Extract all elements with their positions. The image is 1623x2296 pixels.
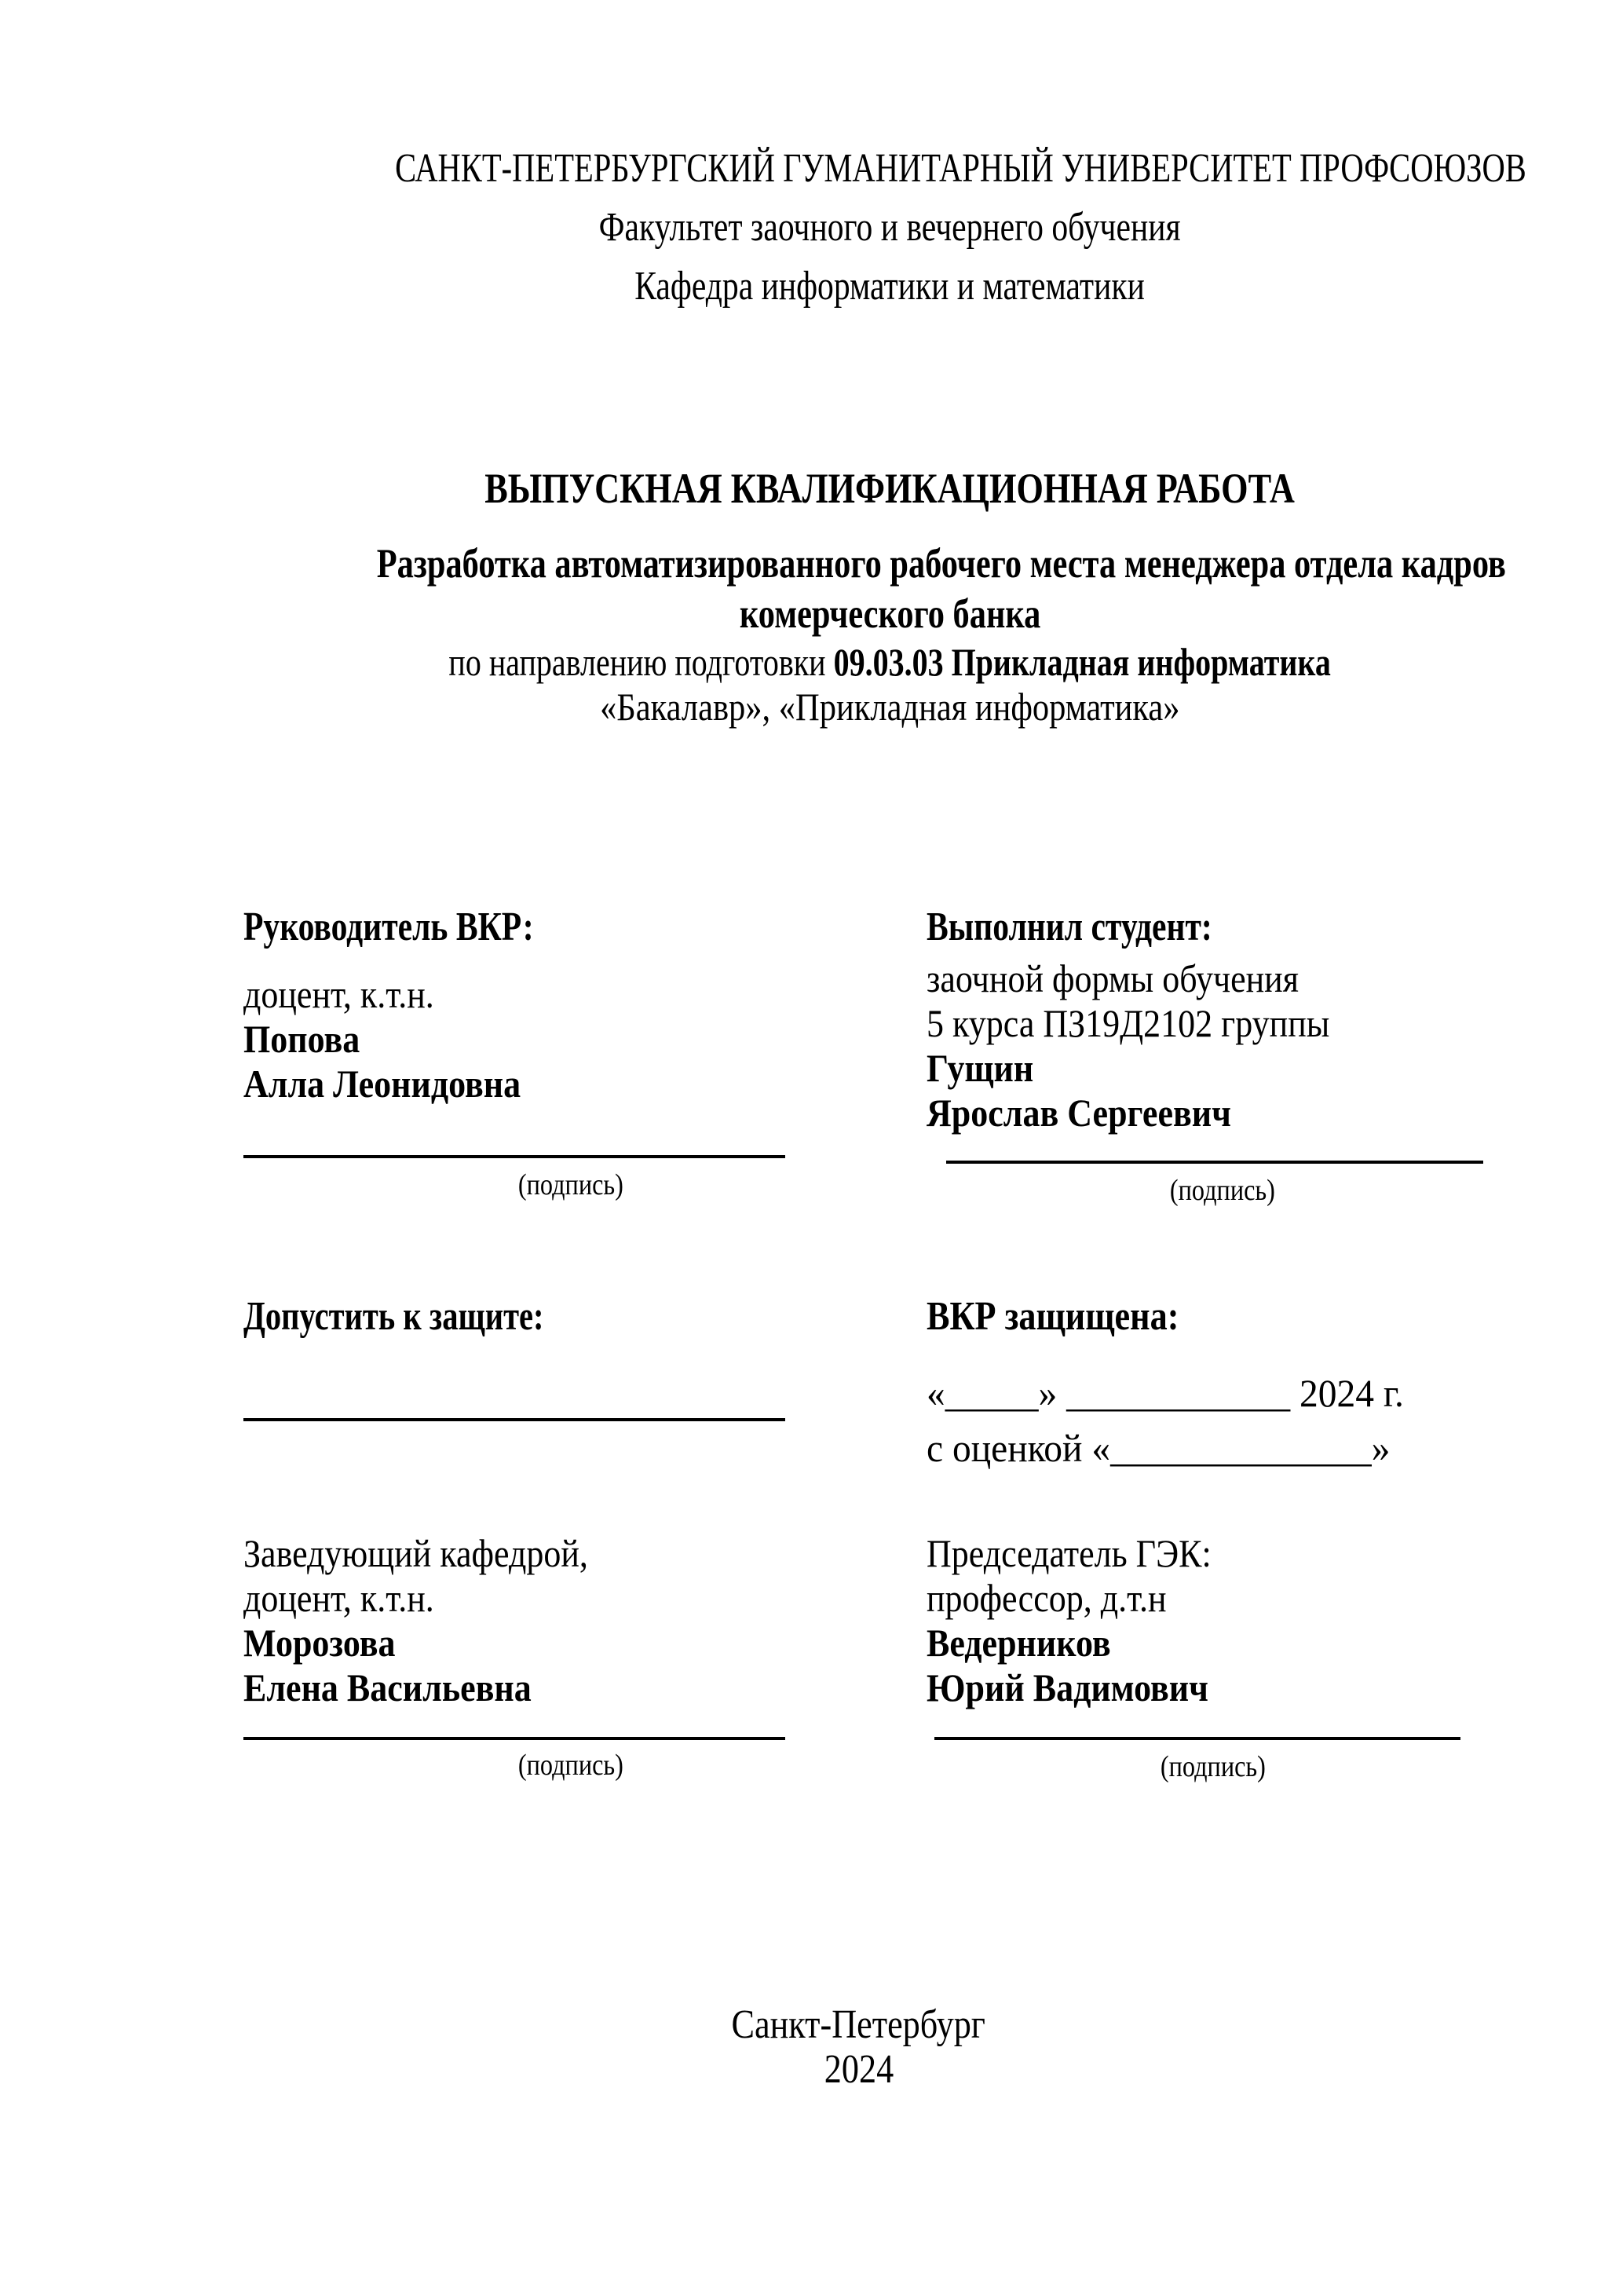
footer-block: [204, 2002, 1513, 2092]
university-name: САНКТ-ПЕТЕРБУРГСКИЙ ГУМАНИТАРНЫЙ УНИВЕРСИТЕТ ПРОФСОЮЗОВ: [395, 146, 1526, 191]
qualification-line: «Бакалавр», «Прикладная информатика»: [600, 685, 1180, 729]
supervisor-signature-line: [243, 1155, 785, 1158]
signature-caption: (подпись): [517, 1168, 624, 1201]
head-of-department-firstname: Елена Васильевна: [243, 1665, 532, 1709]
gec-chairman-title: Председатель ГЭК:: [927, 1531, 1212, 1575]
thesis-title-line1: Разработка автоматизированного рабочего места менеджера отдела кадров: [376, 541, 1506, 587]
gec-chairman-degree: профессор, д.т.н: [927, 1576, 1167, 1620]
direction-line: [236, 639, 1544, 685]
thesis-title: [236, 539, 1544, 639]
admission-heading: Допустить к защите:: [243, 1294, 544, 1339]
department-name: Кафедра информатики и математики: [634, 264, 1146, 309]
gec-chairman-block: [927, 1531, 1544, 1784]
work-type-title: ВЫПУСКНАЯ КВАЛИФИКАЦИОННАЯ РАБОТА: [484, 465, 1296, 512]
header-block: [236, 146, 1544, 323]
student-study-form: заочной формы обучения: [927, 956, 1299, 1000]
supervisor-surname: Попова: [243, 1017, 360, 1061]
supervisor-heading: Руководитель ВКР:: [243, 905, 534, 949]
defense-block: [927, 1294, 1544, 1472]
student-signature-line: [946, 1161, 1483, 1164]
defense-date-line: «_____» ____________ 2024 г.: [927, 1371, 1404, 1415]
title-block: [236, 463, 1544, 729]
head-of-department-block: [243, 1531, 785, 1782]
head-of-department-signature-line: [243, 1737, 785, 1740]
supervisor-position: доцент, к.т.н.: [243, 972, 434, 1016]
footer-city: Санкт-Петербург: [731, 2002, 986, 2047]
thesis-title-line2: комерческого банка: [739, 591, 1041, 637]
student-heading: Выполнил студент:: [927, 905, 1212, 949]
defense-heading: ВКР защищена:: [927, 1294, 1179, 1339]
student-surname: Гущин: [927, 1046, 1034, 1090]
signature-caption: (подпись): [1160, 1750, 1267, 1783]
supervisor-firstname: Алла Леонидовна: [243, 1062, 521, 1106]
faculty-name: Факультет заочного и вечернего обучения: [598, 205, 1181, 250]
gec-chairman-signature-line: [934, 1737, 1460, 1740]
student-firstname: Ярослав Сергеевич: [927, 1091, 1231, 1135]
gec-chairman-firstname: Юрий Вадимович: [927, 1665, 1208, 1709]
head-of-department-degree: доцент, к.т.н.: [243, 1576, 434, 1620]
admission-signature-line: [243, 1418, 785, 1421]
head-of-department-title: Заведующий кафедрой,: [243, 1531, 588, 1575]
direction-prefix: по направлению подготовки: [448, 640, 834, 684]
defense-grade-line: с оценкой «______________»: [927, 1426, 1391, 1470]
footer-year: 2024: [824, 2047, 894, 2092]
student-block: [927, 905, 1544, 1208]
head-of-department-surname: Морозова: [243, 1621, 396, 1665]
direction-code: 09.03.03 Прикладная информатика: [833, 640, 1332, 684]
gec-chairman-surname: Ведерников: [927, 1621, 1111, 1665]
signature-caption: (подпись): [1169, 1174, 1276, 1207]
student-group: 5 курса ПЗ19Д2102 группы: [927, 1001, 1330, 1045]
signature-caption: (подпись): [517, 1749, 624, 1782]
supervisor-block: [243, 905, 785, 1202]
admission-block: [243, 1294, 785, 1421]
